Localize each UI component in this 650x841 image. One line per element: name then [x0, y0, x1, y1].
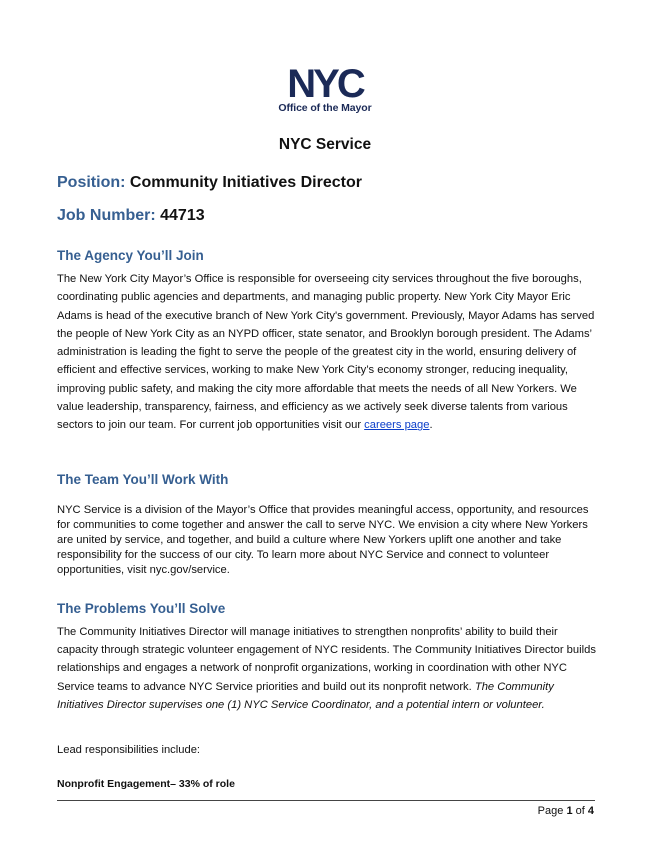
- page-current: 1: [566, 805, 573, 817]
- of-label: of: [575, 805, 585, 817]
- page-number: [538, 805, 594, 817]
- team-paragraph: NYC Service is a division of the Mayor’s Office that provides meaningful access, opportunity, and resources for communities to come together and answer the call to serve NYC. We envision a city where New Yorkers are united by service, and together, and build a culture where New Yorkers uplift one another and take responsibility for the success of our city. To learn more about NYC Service and connect to volunteer opportunities, visit nyc.gov/service.: [57, 504, 589, 577]
- problems-text: The Community Initiatives Director will manage initiatives to strengthen nonprofits’ ability to build their capacity through strategic volunteer engagement of NYC residents. The Community Initiatives Director builds relationships and engages a network of nonprofit organizations, working in coordination with other NYC Service teams to advance NYC Service priorities and build out its nonprofit network.: [57, 626, 596, 693]
- nyc-office-of-the-mayor-logo: [272, 66, 378, 116]
- job-number-value: 44713: [160, 207, 205, 224]
- careers-page-link[interactable]: careers page: [364, 419, 430, 432]
- lead-responsibilities-text: Lead responsibilities include:: [57, 744, 201, 756]
- page-title: NYC Service: [278, 136, 372, 153]
- job-number-label: Job Number:: [57, 207, 156, 224]
- agency-text: The New York City Mayor’s Office is responsible for overseeing city services throughout the five boroughs, coordinating public agencies and departments, and managing public property. New York City Mayor Eric Adams is head of the executive branch of New York City's government. Previously, Mayor Adams has served the people of New York City as an NYPD officer, state senator, and Brooklyn borough president. The Adams’ administration is leading the fight to serve the people of the greatest city in the world, ensuring delivery of efficient and effective services, working to make New York City’s economy stronger, reducing inequality, improving public safety, and making the city more affordable that meets the needs of all New Yorkers. We value leadership, transparency, fairness, and efficiency as we actively seek diverse talents from various sectors to join our team. For current job opportunities visit our: [57, 273, 595, 432]
- problems-heading: The Problems You’ll Solve: [57, 601, 226, 616]
- position-label: Position:: [57, 174, 126, 191]
- agency-text-end: .: [429, 419, 433, 432]
- logo-subtitle: Office of the Mayor: [278, 102, 372, 114]
- agency-heading: The Agency You’ll Join: [57, 248, 204, 263]
- page-total: 4: [587, 805, 594, 817]
- agency-paragraph: [57, 270, 597, 435]
- problems-italic-text: The Community Initiatives Director supervises one (1) NYC Service Coordinator, and a potential intern or volunteer.: [57, 680, 554, 711]
- page-label: Page: [537, 805, 564, 817]
- nonprofit-engagement-subheading: Nonprofit Engagement– 33% of role: [57, 778, 235, 790]
- job-number-field: [57, 207, 205, 225]
- nyc-logo-icon: [272, 66, 378, 100]
- position-value: Community Initiatives Director: [129, 174, 362, 191]
- logo-wordmark: NYC: [287, 66, 363, 100]
- problems-paragraph: [57, 623, 597, 714]
- team-heading: The Team You’ll Work With: [57, 472, 229, 487]
- position-field: [57, 174, 362, 192]
- footer-divider: [57, 800, 595, 801]
